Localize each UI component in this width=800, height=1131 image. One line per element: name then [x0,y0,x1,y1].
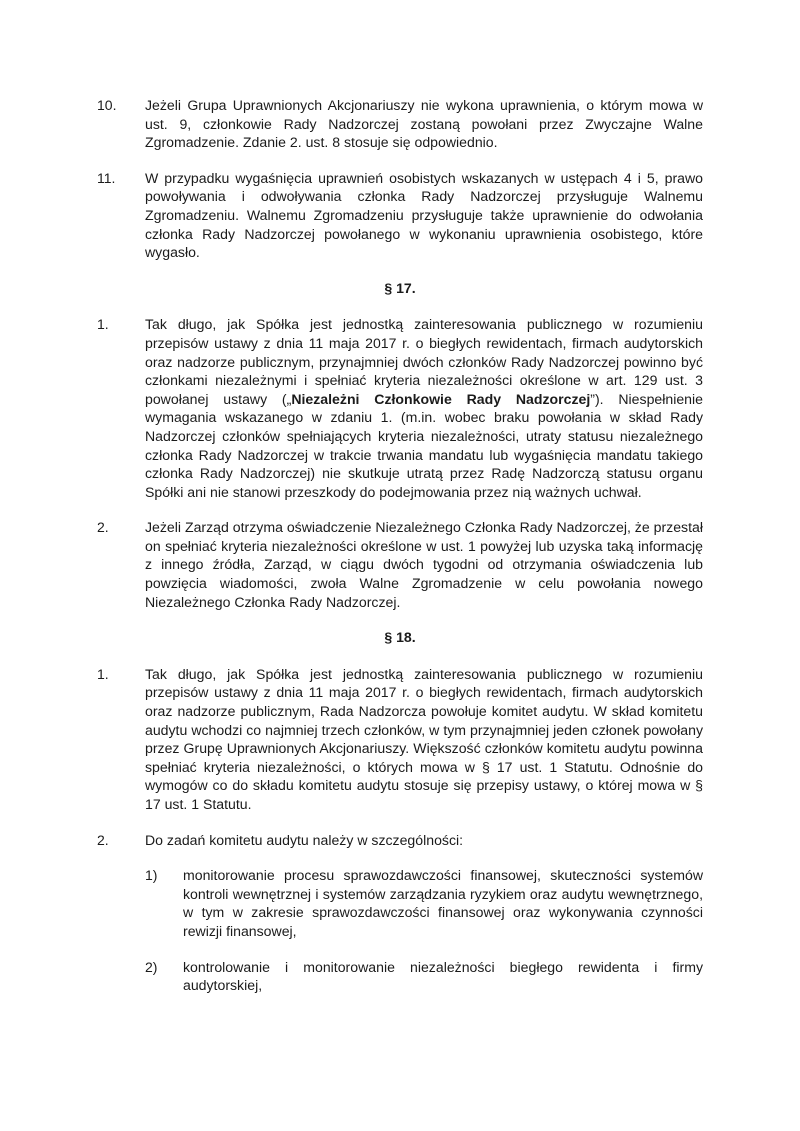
sub-item-number: 2) [145,958,158,975]
item-text: Jeżeli Grupa Uprawnionych Akcjonariuszy nie wykona uprawnienia, o którym mowa w ust. 9, członkowie Rady Nadzorczej zostaną powołani przez Zwyczajne Walne Zgromadzenie. Zdanie 2. ust. 8 stosuje się odpowiednio. [145,97,703,151]
defined-term: Niezależni Członkowie Rady Nadzorczej [291,390,591,407]
paragraph-item [97,518,703,611]
sub-item-text: monitorowanie procesu sprawozdawczości finansowej, skuteczności systemów kontroli wewnętrznej i systemów zarządzania ryzykiem oraz audytu wewnętrznego, w tym w zakresie sprawozdawczości finansowej oraz wykonywania czynności rewizji finansowej, [183,867,703,939]
item-number: 2. [97,519,109,536]
item-number: 2. [97,831,109,848]
item-number: 10. [97,97,117,113]
paragraph-item [97,315,703,501]
item-number: 11. [97,169,116,186]
item-text: Tak długo, jak Spółka jest jednostką zainteresowania publicznego w rozumieniu przepisów ustawy z dnia 11 maja 2017 r. o biegłych rewidentach, firmach audytorskich oraz nadzorze publicznym, Rada Nadzorcza powołuje komitet audytu. W skład komitetu audytu wchodzi co najmniej trzech członków, w tym przynajmniej jeden członek powołany przez Grupę Uprawnionych Akcjonariuszy. Większość członków komitetu audytu powinna spełniać kryteria niezależności, o których mowa w § 17 ust. 1 Statutu. Odnośnie do wymogów co do składu komitetu audytu stosuje się przepisy ustawy, o której mowa w § 17 ust. 1 Statutu. [145,665,703,812]
paragraph-item [97,665,703,814]
item-text [145,315,703,501]
section-heading: § 18. [384,629,416,646]
sub-item-text: kontrolowanie i monitorowanie niezależności biegłego rewidenta i firmy audytorskiej, [183,958,703,994]
paragraph-item [97,169,703,262]
sub-list [145,866,703,995]
sub-list-item [145,958,703,995]
item-number: 1. [97,665,109,682]
item-number: 1. [97,316,109,333]
sub-list-item [145,866,703,940]
paragraph-item [97,96,703,152]
section-heading: § 17. [384,279,416,296]
text-segment: ”). Niespełnienie wymagania wskazanego w zdaniu 1. (m.in. wobec braku powołania w skład Rady Nadzorczej członków spełniających kryteria niezależności, utraty statusu niezależnego członka Rady Nadzorczej w trakcie trwania mandatu lub wygaśnięcia mandatu takiego członka Rady Nadzorczej) nie skutkuje utratą przez Radę Nadzorczą statusu organu Spółki ani nie stanowi przeszkody do podejmowania przez nią ważnych uchwał. [145,390,703,500]
item-text: W przypadku wygaśnięcia uprawnień osobistych wskazanych w ustępach 4 i 5, prawo powoływania i odwoływania członka Rady Nadzorczej przysługuje Walnemu Zgromadzeniu. Walnemu Zgromadzeniu przysługuje także uprawnienie do odwołania członka Rady Nadzorczej powołanego w wykonaniu uprawnienia osobistego, które wygasło. [145,169,703,261]
text-segment: Tak długo, jak Spółka jest jednostką zainteresowania publicznego w rozumieniu przepisów ustawy z dnia 11 maja 2017 r. o biegłych rewidentach, firmach audytorskich oraz nadzorze publicznym, przynajmniej dwóch członków Rady Nadzorczej powinno być członkami niezależnymi i spełniać kryteria niezależności określone w art. 129 ust. 3 powołanej ustawy („ [145,316,703,407]
item-text: Do zadań komitetu audytu należy w szczególności: [145,831,464,848]
paragraph-item [97,831,703,850]
item-text: Jeżeli Zarząd otrzyma oświadczenie Niezależnego Członka Rady Nadzorczej, że przestał on spełniać kryteria niezależności określone w ust. 1 powyżej lub uzyska taką informację z innego źródła, Zarząd, w ciągu dwóch tygodni od otrzymania oświadczenia lub powzięcia wiadomości, zwoła Walne Zgromadzenie w celu powołania nowego Niezależnego Członka Rady Nadzorczej. [145,519,703,610]
sub-item-number: 1) [145,867,158,884]
